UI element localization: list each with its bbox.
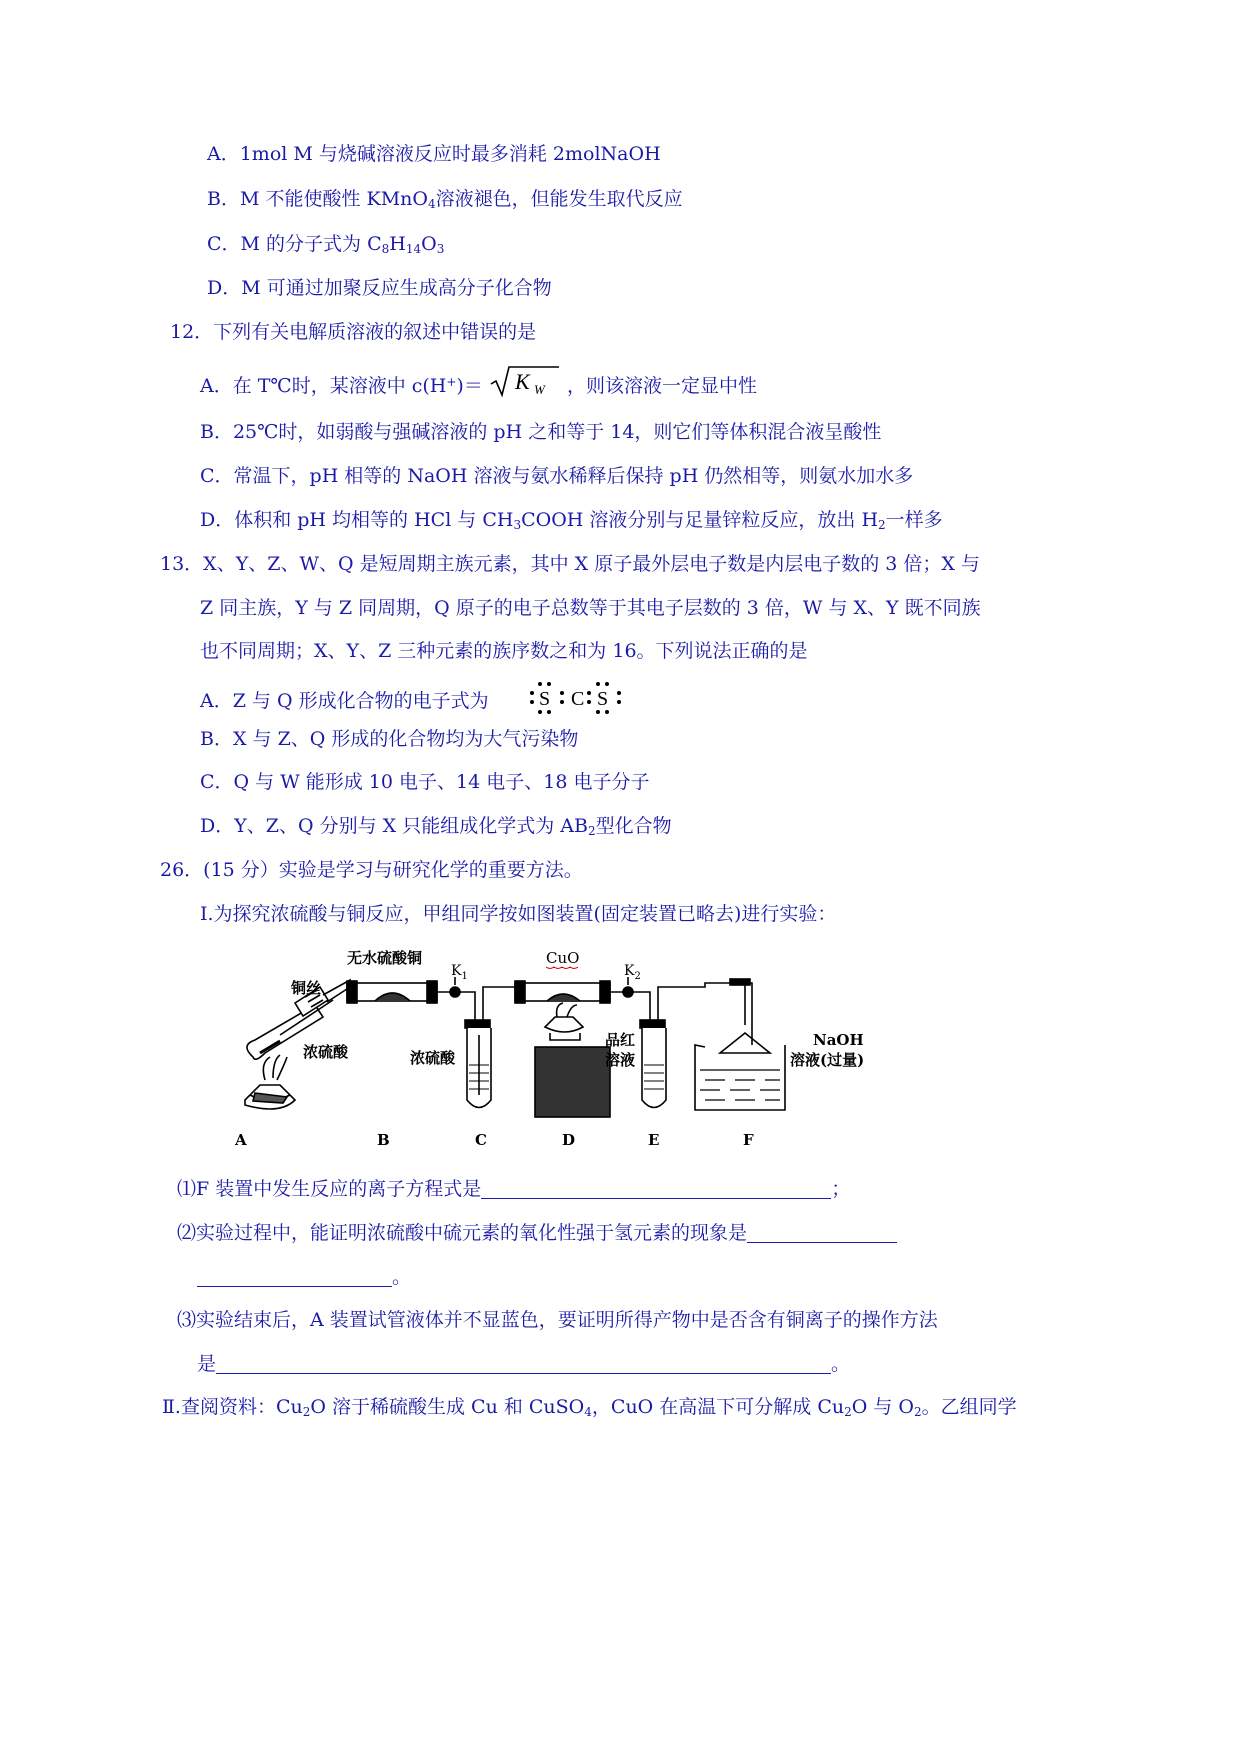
label-letter-f: F <box>743 1131 754 1149</box>
label-naoh-2: 溶液(过量) <box>790 1051 865 1069</box>
label-conc-acid-c: 浓硫酸 <box>410 1049 456 1067</box>
q13-option-d: D．Y、Z、Q 分别与 X 只能组成化学式为 $AB_2$型化合物 <box>200 815 672 838</box>
label-letter-b: B <box>377 1131 390 1149</box>
answer-blank-1[interactable] <box>481 1178 831 1199</box>
label-copper-wire: 铜丝 <box>291 979 322 997</box>
label-conc-acid-a: 浓硫酸 <box>303 1043 349 1061</box>
answer-blank-3[interactable] <box>216 1353 831 1374</box>
q12-option-a: A．在 T℃时，某溶液中 c(H+)＝ K W ，则该溶液一定显中性 <box>200 364 757 400</box>
electron-formula-cs2 <box>527 681 627 715</box>
q26-sub2-cont: 。 <box>197 1263 411 1291</box>
label-pinhong-2: 溶液 <box>605 1051 636 1069</box>
q13-option-c: C．Q 与 W 能形成 10 电子、14 电子、18 电子分子 <box>200 771 650 793</box>
answer-blank-2a[interactable] <box>747 1222 897 1243</box>
square-root-symbol <box>489 364 561 398</box>
q13-option-a: A．Z 与 Q 形成化合物的电子式为 S C S <box>200 681 627 715</box>
q26-part1-intro: Ⅰ.为探究浓硫酸与铜反应，甲组同学按如图装置(固定装置已略去)进行实验： <box>200 903 837 925</box>
q26-stem: 26．(15 分）实验是学习与研究化学的重要方法。 <box>160 859 583 881</box>
label-letter-e: E <box>648 1131 660 1149</box>
svg-text:W: W <box>533 382 545 397</box>
label-letter-c: C <box>475 1131 487 1149</box>
label-k1: $K_1$ <box>451 963 468 982</box>
q26-sub3-line1: ⑶实验结束后，A 装置试管液体并不显蓝色，要证明所得产物中是否含有铜离子的操作方法 <box>177 1309 938 1331</box>
q12-option-d: D．体积和 pH 均相等的 HCl 与 $CH_3COOH$ 溶液分别与足量锌粒反应，放出 $H_2$一样多 <box>200 509 943 532</box>
q26-part2: Ⅱ.查阅资料：$Cu_2O$ 溶于稀硫酸生成 Cu 和 CuSO$_4$，CuO 在高温下可分解成 $Cu_2O$ 与 $O_2$。乙组同学 <box>162 1396 1017 1419</box>
svg-text:S: S <box>538 688 550 710</box>
svg-text:S: S <box>596 688 608 710</box>
q12-stem: 12．下列有关电解质溶液的叙述中错误的是 <box>170 321 537 343</box>
label-letter-d: D <box>562 1131 576 1149</box>
svg-text:K: K <box>514 369 530 394</box>
experiment-apparatus-diagram <box>225 945 925 1155</box>
q11-option-d: D．M 可通过加聚反应生成高分子化合物 <box>207 277 552 299</box>
q13-stem-line2: Z 同主族，Y 与 Z 同周期，Q 原子的电子总数等于其电子层数的 3 倍，W 与 X、Y 既不同族 <box>200 597 981 619</box>
answer-blank-2b[interactable] <box>197 1266 392 1287</box>
svg-text:C: C <box>570 688 585 710</box>
label-naoh-1: NaOH <box>813 1031 864 1049</box>
q11-option-c: C．M 的分子式为 $C_8H_{14}O_3$ <box>207 233 445 256</box>
q13-stem-line3: 也不同周期；X、Y、Z 三种元素的族序数之和为 16。下列说法正确的是 <box>200 640 808 662</box>
label-cuo: CuO <box>546 949 580 967</box>
q26-sub1: ⑴F 装置中发生反应的离子方程式是 ； <box>177 1178 851 1200</box>
label-anhydrous-cuso4: 无水硫酸铜 <box>347 949 423 967</box>
q12-option-c: C．常温下，pH 相等的 NaOH 溶液与氨水稀释后保持 pH 仍然相等，则氨水加水多 <box>200 465 914 487</box>
q13-stem-line1: 13．X、Y、Z、W、Q 是短周期主族元素，其中 X 原子最外层电子数是内层电子数的 3 倍；X 与 <box>160 553 980 575</box>
label-pinhong-1: 品红 <box>605 1031 636 1049</box>
q11-option-a: A．1mol M 与烧碱溶液反应时最多消耗 2molNaOH <box>207 143 661 165</box>
label-k2: $K_2$ <box>624 963 641 982</box>
q26-sub2: ⑵实验过程中，能证明浓硫酸中硫元素的氧化性强于氢元素的现象是 <box>177 1219 897 1247</box>
q11-option-b: B．M 不能使酸性 KMnO$_4$溶液褪色，但能发生取代反应 <box>207 188 683 211</box>
q12-option-b: B．25℃时，如弱酸与强碱溶液的 pH 之和等于 14，则它们等体积混合液呈酸性 <box>200 421 882 443</box>
q13-option-b: B．X 与 Z、Q 形成的化合物均为大气污染物 <box>200 728 579 750</box>
label-letter-a: A <box>235 1131 247 1149</box>
q26-sub3-line2: 是 。 <box>197 1353 851 1375</box>
